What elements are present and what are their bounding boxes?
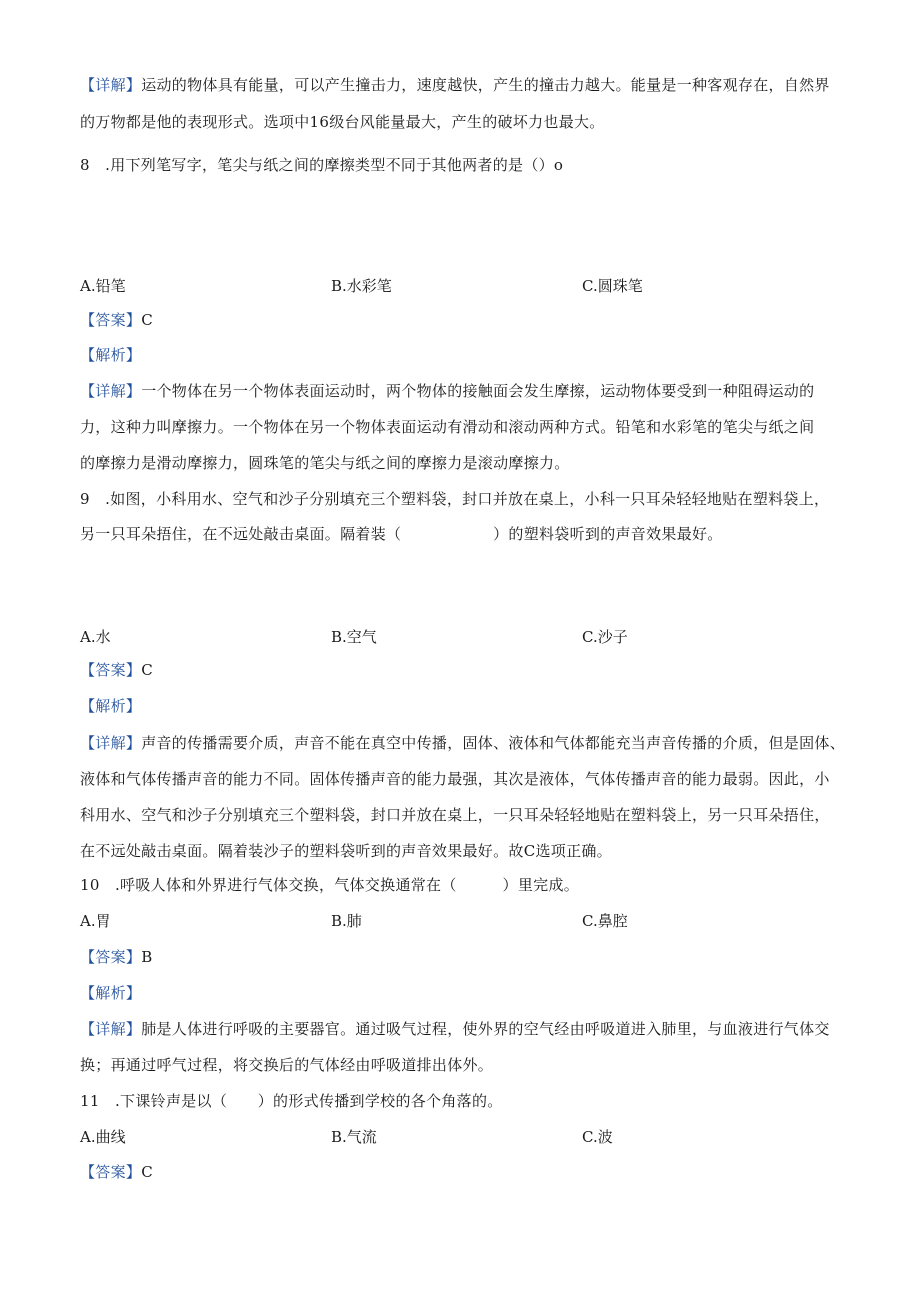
question-9-line-2: 另一只耳朵捂住，在不远处敲击桌面。隔着装（ ）的塑料袋听到的声音效果最好。 [80,525,723,543]
q9-detail-line-2: 液体和气体传播声音的能力不同。固体传播声音的能力最强，其次是液体，气体传播声音的能力最弱。因此，小 [80,770,830,788]
detail-tag: 【详解】 [80,734,142,752]
detail-text: 一个物体在另一个物体表面运动时，两个物体的接触面会发生摩擦，运动物体要受到一种阻碍运动的 [141,382,815,400]
answer-tag: 【答案】 [80,661,142,679]
q10-analysis [80,982,840,1004]
q11-option-c: C.波 [582,1128,613,1146]
q11-answer [80,1161,840,1183]
analysis-tag: 【解析】 [80,346,142,364]
q10-option-b: B.肺 [331,912,362,930]
analysis-tag: 【解析】 [80,697,142,715]
answer-value: C [141,1163,153,1181]
answer-value: B [141,948,153,966]
question-11: 11 .下课铃声是以（ ）的形式传播到学校的各个角落的。 [80,1092,503,1110]
q8-option-a: A.铅笔 [80,277,126,295]
detail-tag: 【详解】 [80,382,142,400]
answer-tag: 【答案】 [80,1163,142,1181]
q11-option-a: A.曲线 [80,1128,126,1146]
q10-option-c: C.鼻腔 [582,912,628,930]
q8-option-b: B.水彩笔 [331,277,392,295]
q11-option-b: B.气流 [331,1128,377,1146]
answer-tag: 【答案】 [80,311,142,329]
q8-analysis [80,344,840,366]
q10-answer [80,946,840,968]
detail-text: 声音的传播需要介质，声音不能在真空中传播，固体、液体和气体都能充当声音传播的介质，但是固体、 [141,734,846,752]
q9-option-c: C.沙子 [582,628,628,646]
detail-prev-line-2: 的万物都是他的表现形式。选项中16级台风能量最大，产生的破坏力也最大。 [80,113,605,131]
q9-option-a: A.水 [80,628,111,646]
analysis-tag: 【解析】 [80,984,142,1002]
q8-detail-line-1 [80,380,840,402]
detail-text: 肺是人体进行呼吸的主要器官。通过吸气过程，使外界的空气经由呼吸道进入肺里，与血液进行气体交 [141,1020,830,1038]
q10-detail-line-1 [80,1018,840,1040]
q10-option-a: A.胃 [80,912,111,930]
question-10: 10 .呼吸人体和外界进行气体交换，气体交换通常在（ ）里完成。 [80,876,580,894]
answer-value: C [141,311,153,329]
question-9-line-1: 9 .如图，小科用水、空气和沙子分别填充三个塑料袋，封口并放在桌上，小科一只耳朵轻轻地贴在塑料袋上， [80,490,830,508]
detail-tag: 【详解】 [80,1020,142,1038]
q8-detail-line-3: 的摩擦力是滑动摩擦力，圆珠笔的笔尖与纸之间的摩擦力是滚动摩擦力。 [80,454,570,472]
detail-tag: 【详解】 [80,76,142,94]
q9-analysis [80,695,840,717]
q9-detail-line-1 [80,732,846,754]
q8-answer [80,309,840,331]
q10-detail-line-2: 换；再通过呼气过程，将交换后的气体经由呼吸道排出体外。 [80,1056,494,1074]
q9-detail-line-3: 科用水、空气和沙子分别填充三个塑料袋，封口并放在桌上，一只耳朵轻轻地贴在塑料袋上，另一只耳朵捂住， [80,806,830,824]
answer-tag: 【答案】 [80,948,142,966]
question-8: 8 .用下列笔写字，笔尖与纸之间的摩擦类型不同于其他两者的是（）o [80,156,564,174]
answer-value: C [141,661,153,679]
q8-detail-line-2: 力，这种力叫摩擦力。一个物体在另一个物体表面运动有滑动和滚动两种方式。铅笔和水彩笔的笔尖与纸之间 [80,418,815,436]
detail-prev-line-1 [80,74,840,96]
q9-option-b: B.空气 [331,628,377,646]
q8-option-c: C.圆珠笔 [582,277,643,295]
detail-text: 运动的物体具有能量，可以产生撞击力，速度越快，产生的撞击力越大。能量是一种客观存在，自然界 [141,76,830,94]
q9-answer [80,659,840,681]
q9-detail-line-4: 在不远处敲击桌面。隔着装沙子的塑料袋听到的声音效果最好。故C选项正确。 [80,842,612,860]
